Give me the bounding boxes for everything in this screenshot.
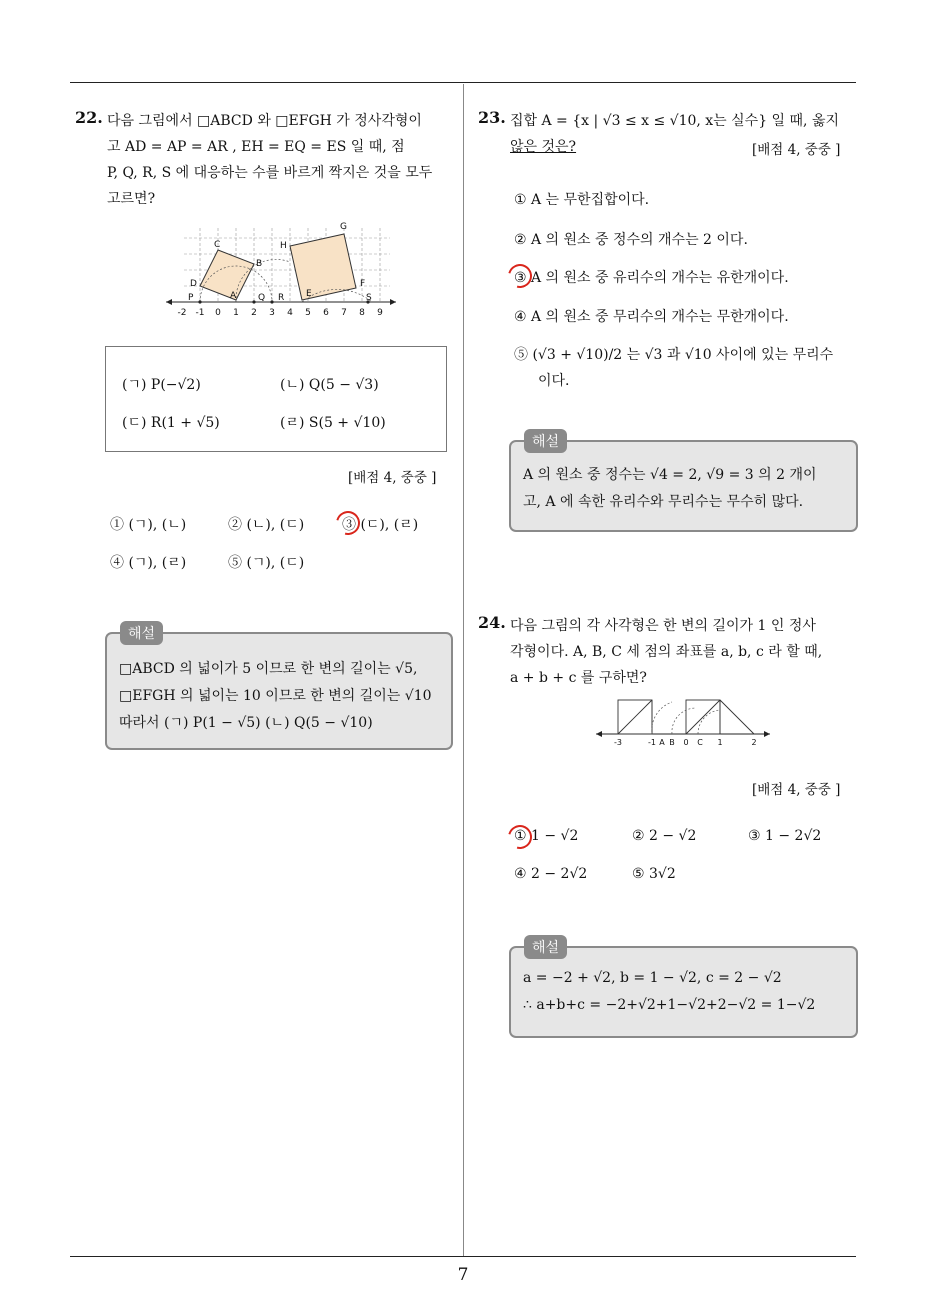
- tick-label: -3: [614, 738, 622, 747]
- question-text-line: 다음 그림의 각 사각형은 한 변의 길이가 1 인 정사: [510, 618, 816, 634]
- tick-label: 4: [287, 308, 293, 318]
- tick-label: 0: [215, 308, 221, 318]
- tick-label: -2: [177, 308, 187, 318]
- bottom-rule: [70, 1256, 856, 1257]
- page-number: 7: [457, 1265, 469, 1285]
- point-label: S: [366, 293, 372, 303]
- solution-line: □ABCD 의 넓이가 5 이므로 한 변의 길이는 √5,: [119, 661, 418, 677]
- tick-label: 8: [359, 308, 365, 318]
- tick-label: 2: [251, 308, 257, 318]
- column-divider: [463, 84, 464, 1256]
- question-text-line: 않은 것은?: [510, 139, 577, 155]
- answer-choice-2[interactable]: ② (ㄴ), (ㄷ): [228, 517, 305, 533]
- options-box: [105, 346, 447, 452]
- answer-mark-icon: [504, 821, 537, 854]
- tick-label: 5: [305, 308, 311, 318]
- point-label: B: [256, 259, 263, 269]
- option-item: (ㄹ) S(5 + √10): [280, 415, 386, 431]
- tick-label: A: [659, 738, 665, 747]
- answer-mark-icon: [332, 507, 365, 540]
- unit-square-number-line-figure: [594, 694, 774, 750]
- question-text-line: P, Q, R, S 에 대응하는 수를 바르게 짝지은 것을 모두: [107, 165, 433, 181]
- question-number: 24.: [478, 613, 506, 632]
- answer-choice-4[interactable]: ④ A 의 원소 중 무리수의 개수는 무한개이다.: [514, 309, 789, 325]
- solution-box: [509, 946, 858, 1038]
- score-meta: [배점 4, 중중 ]: [752, 782, 841, 798]
- option-item: (ㄷ) R(1 + √5): [122, 415, 220, 431]
- tick-label: 1: [233, 308, 239, 318]
- question-text-line: 각형이다. A, B, C 세 점의 좌표를 a, b, c 라 할 때,: [510, 644, 823, 660]
- tick-label: 6: [323, 308, 329, 318]
- answer-choice-4[interactable]: ④ (ㄱ), (ㄹ): [110, 555, 187, 571]
- answer-choice-5[interactable]: ⑤ (ㄱ), (ㄷ): [228, 555, 305, 571]
- solution-tag: 해설: [524, 429, 567, 453]
- answer-choice-4[interactable]: ④ 2 − 2√2: [514, 866, 588, 882]
- solution-tag: 해설: [120, 621, 163, 645]
- tick-label: 0: [683, 738, 689, 747]
- question-number: 22.: [75, 108, 103, 127]
- answer-choice-1[interactable]: ① (ㄱ), (ㄴ): [110, 517, 187, 533]
- answer-choice-5-cont: 이다.: [538, 373, 570, 389]
- question-text-line: 다음 그림에서 □ABCD 와 □EFGH 가 정사각형이: [107, 113, 422, 129]
- point-label: H: [280, 241, 287, 251]
- point-label: D: [190, 279, 197, 289]
- solution-tag: 해설: [524, 935, 567, 959]
- answer-choice-2[interactable]: ② 2 − √2: [632, 828, 697, 844]
- answer-choice-2[interactable]: ② A 의 원소 중 정수의 개수는 2 이다.: [514, 232, 748, 248]
- point-label: A: [230, 291, 237, 301]
- point-label: Q: [258, 293, 266, 303]
- tick-label: 2: [751, 738, 757, 747]
- tick-label: B: [669, 738, 675, 747]
- answer-choice-5[interactable]: ⑤ 3√2: [632, 866, 676, 882]
- answer-choice-3[interactable]: ③ (ㄷ), (ㄹ): [342, 517, 419, 533]
- tick-label: -1: [648, 738, 656, 747]
- solution-line: 따라서 (ㄱ) P(1 − √5) (ㄴ) Q(5 − √10): [119, 715, 373, 731]
- top-rule: [70, 82, 856, 83]
- question-text-line: a + b + c 를 구하면?: [510, 670, 647, 686]
- point-label: G: [340, 222, 347, 232]
- tick-label: 9: [377, 308, 383, 318]
- question-text-line: 고르면?: [107, 191, 156, 207]
- tick-label: -1: [195, 308, 205, 318]
- option-item: (ㄴ) Q(5 − √3): [280, 377, 379, 393]
- answer-choice-3[interactable]: ③ 1 − 2√2: [748, 828, 822, 844]
- point-label: C: [214, 240, 221, 250]
- solution-line: 고, A 에 속한 유리수와 무리수는 무수히 많다.: [523, 494, 804, 510]
- answer-choice-3[interactable]: ③ A 의 원소 중 유리수의 개수는 유한개이다.: [514, 270, 789, 286]
- point-label: P: [188, 293, 194, 303]
- solution-line: □EFGH 의 넓이는 10 이므로 한 변의 길이는 √10: [119, 688, 432, 704]
- answer-choice-5[interactable]: ⑤ (√3 + √10)/2 는 √3 과 √10 사이에 있는 무리수: [514, 347, 834, 363]
- point-label: E: [306, 289, 312, 299]
- answer-mark-icon: [504, 260, 537, 293]
- answer-choice-1[interactable]: ① A 는 무한집합이다.: [514, 192, 650, 208]
- tick-label: 3: [269, 308, 275, 318]
- solution-box: [105, 632, 453, 750]
- point-label: F: [360, 279, 366, 289]
- solution-line: A 의 원소 중 정수는 √4 = 2, √9 = 3 의 2 개이: [523, 467, 817, 483]
- solution-box: [509, 440, 858, 532]
- score-meta: [배점 4, 중중 ]: [752, 142, 841, 158]
- option-item: (ㄱ) P(−√2): [122, 377, 201, 393]
- score-meta: [배점 4, 중중 ]: [348, 470, 437, 486]
- answer-choice-1[interactable]: ① 1 − √2: [514, 828, 579, 844]
- tick-label: 7: [341, 308, 347, 318]
- point-label: R: [278, 293, 285, 303]
- square-number-line-figure: [160, 216, 400, 320]
- question-number: 23.: [478, 108, 506, 127]
- tick-label: 1: [717, 738, 723, 747]
- solution-line: a = −2 + √2, b = 1 − √2, c = 2 − √2: [523, 970, 782, 986]
- question-text-line: 집합 A = {x | √3 ≤ x ≤ √10, x는 실수} 일 때, 옳지: [510, 113, 840, 129]
- tick-label: C: [697, 738, 703, 747]
- solution-line: ∴ a+b+c = −2+√2+1−√2+2−√2 = 1−√2: [523, 997, 816, 1013]
- question-text-line: 고 AD = AP = AR , EH = EQ = ES 일 때, 점: [107, 139, 405, 155]
